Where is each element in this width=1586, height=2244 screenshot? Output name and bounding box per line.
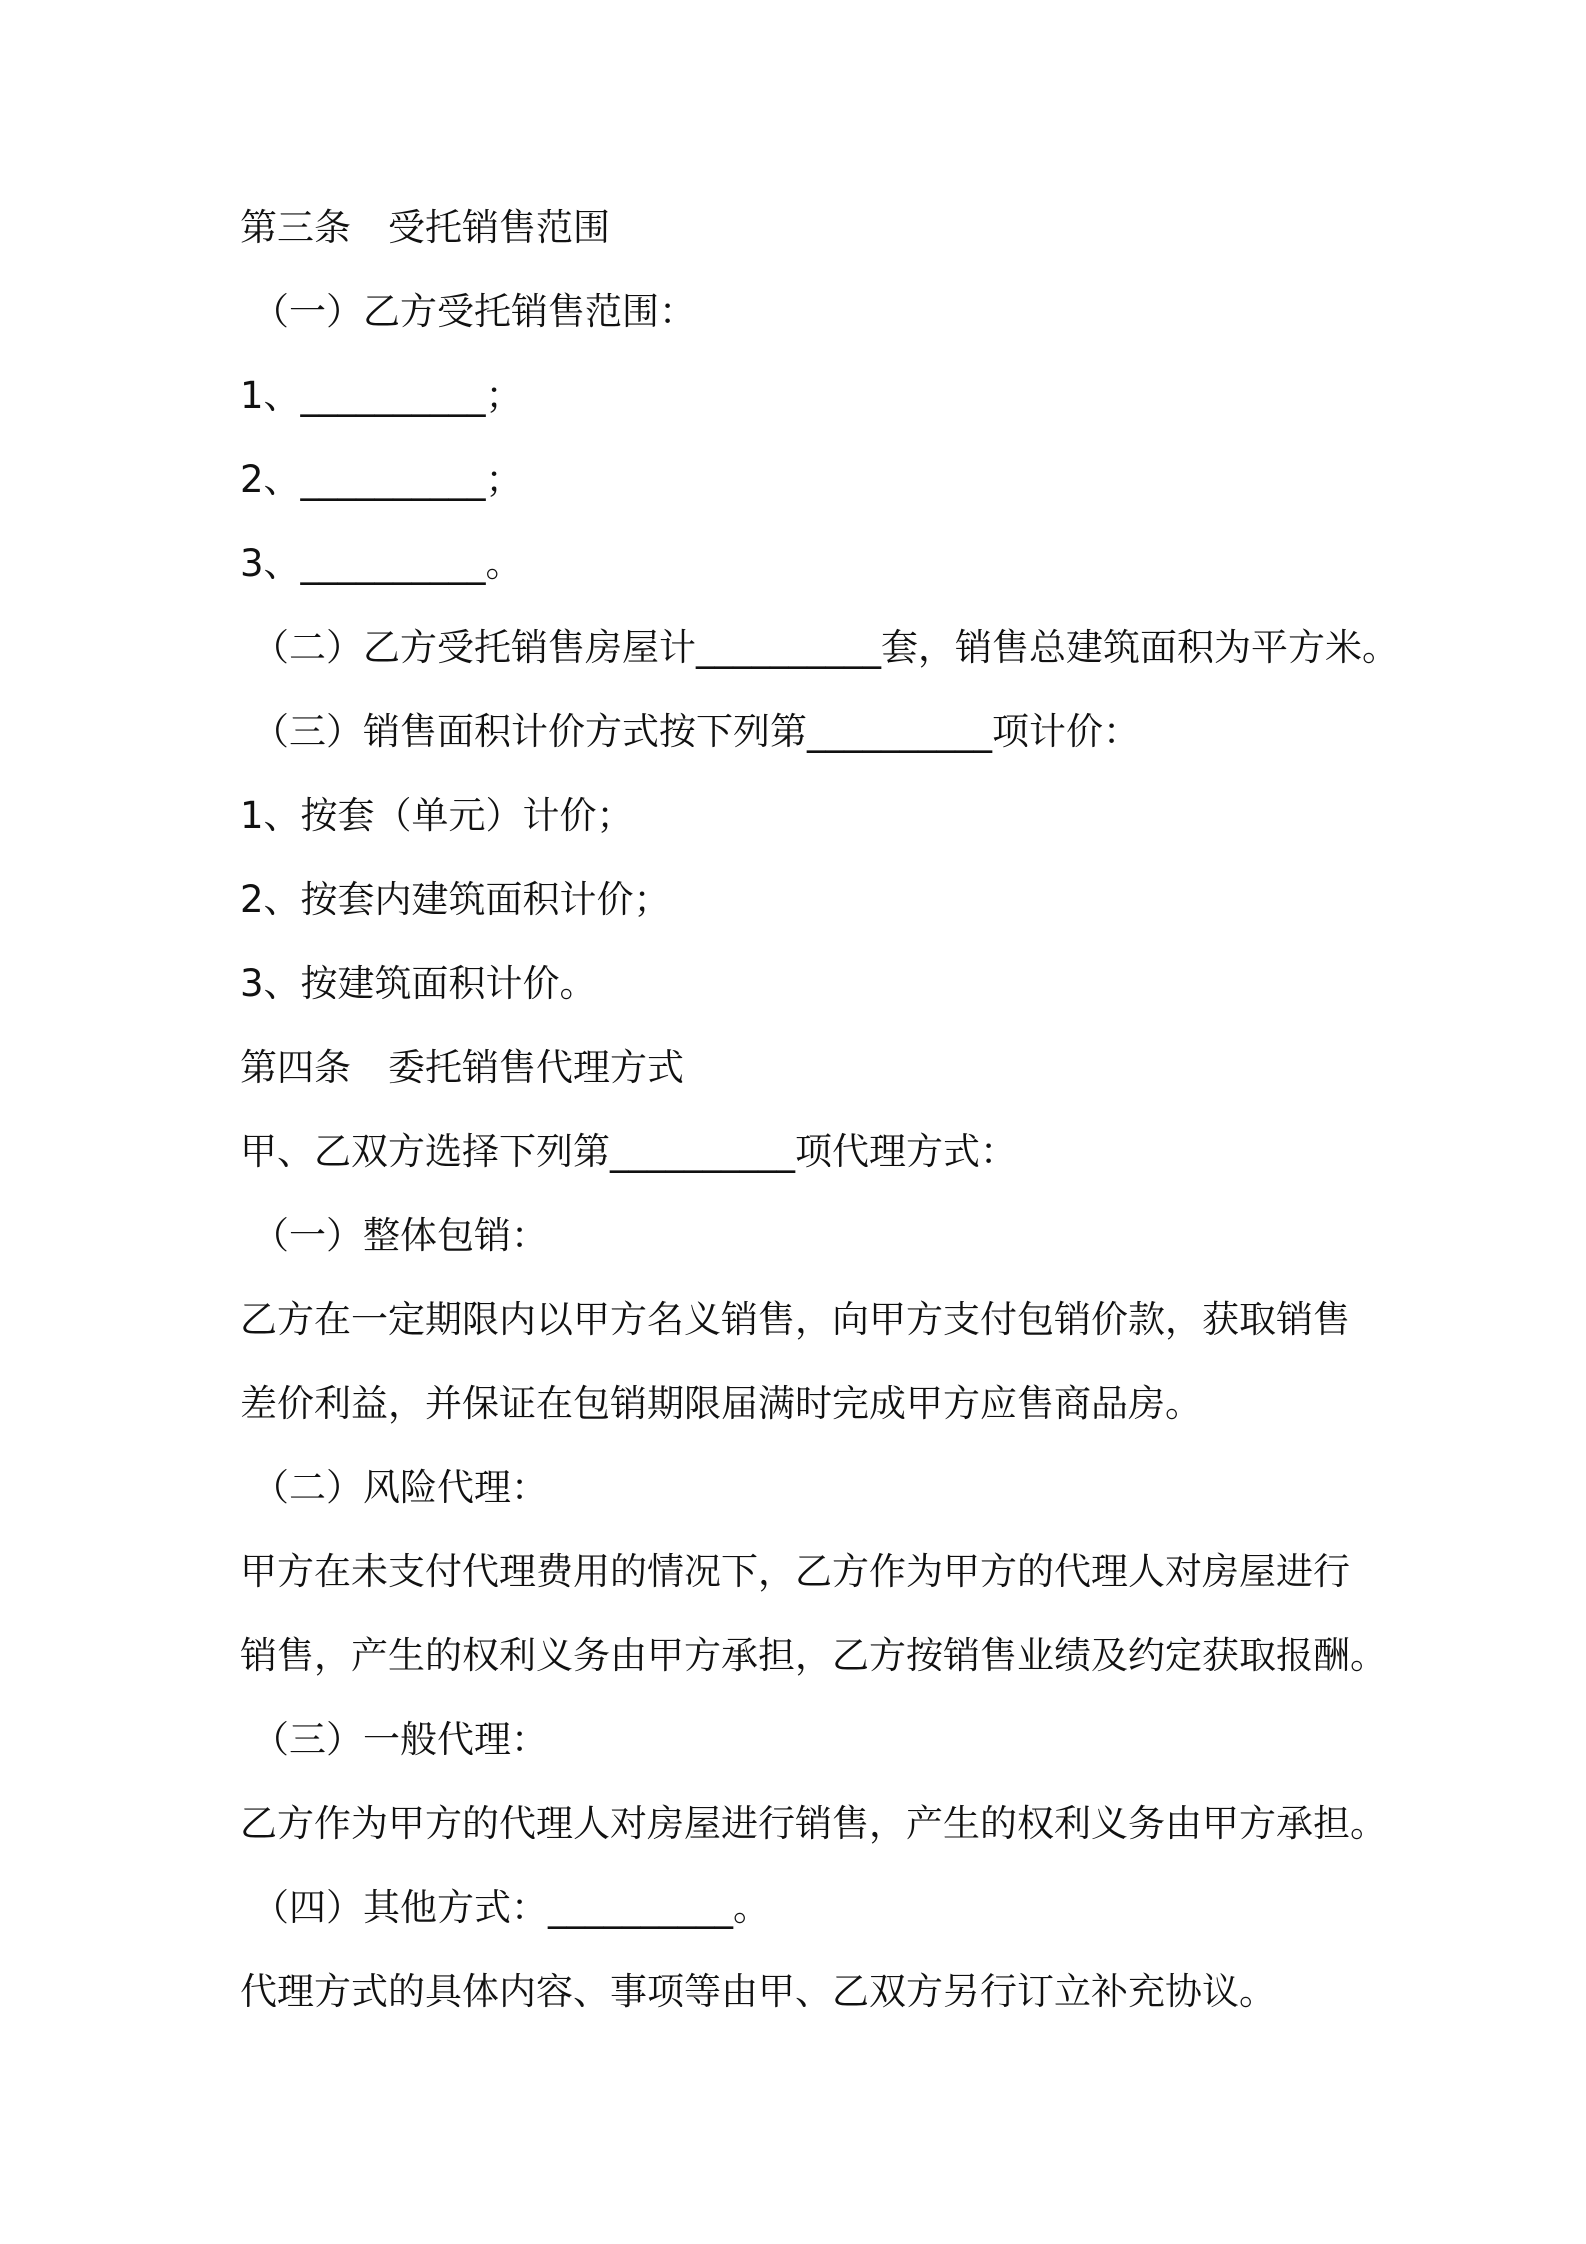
clause-4-1-heading: （一）整体包销：: [252, 1214, 548, 1257]
clause-4-3-heading: （三）一般代理：: [252, 1718, 548, 1761]
clause-3-3-item-2: 2、按套内建筑面积计价；: [240, 878, 671, 921]
clause-3-3-item-1: 1、按套（单元）计价；: [240, 794, 634, 837]
clause-4-3-text: 乙方作为甲方的代理人对房屋进行销售，产生的权利义务由甲方承担。: [240, 1802, 1387, 1845]
clause-3-1-item-2: 2、__________；: [240, 458, 523, 501]
clause-4-4: （四）其他方式：__________。: [252, 1886, 770, 1929]
clause-3-1-item-1: 1、__________；: [240, 374, 523, 417]
clause-4-2-text-line-2: 销售，产生的权利义务由甲方承担，乙方按销售业绩及约定获取报酬。: [240, 1634, 1387, 1677]
clause-3-3-heading: （三）销售面积计价方式按下列第__________项计价：: [252, 710, 1140, 753]
article-4-heading: 第四条 委托销售代理方式: [240, 1046, 684, 1089]
clause-3-3-item-3: 3、按建筑面积计价。: [240, 962, 597, 1005]
clause-3-1-item-3: 3、__________。: [240, 542, 523, 585]
article-3-heading: 第三条 受托销售范围: [240, 206, 610, 249]
clause-3-2: （二）乙方受托销售房屋计__________套，销售总建筑面积为平方米。: [252, 626, 1399, 669]
clause-4-1-text-line-1: 乙方在一定期限内以甲方名义销售，向甲方支付包销价款，获取销售: [240, 1298, 1350, 1341]
clause-3-1-heading: （一）乙方受托销售范围：: [252, 290, 696, 333]
article-4-closing: 代理方式的具体内容、事项等由甲、乙双方另行订立补充协议。: [240, 1970, 1276, 2013]
clause-4-2-heading: （二）风险代理：: [252, 1466, 548, 1509]
clause-4-2-text-line-1: 甲方在未支付代理费用的情况下，乙方作为甲方的代理人对房屋进行: [240, 1550, 1350, 1593]
article-4-intro: 甲、乙双方选择下列第__________项代理方式：: [240, 1130, 1017, 1173]
clause-4-1-text-line-2: 差价利益，并保证在包销期限届满时完成甲方应售商品房。: [240, 1382, 1202, 1425]
